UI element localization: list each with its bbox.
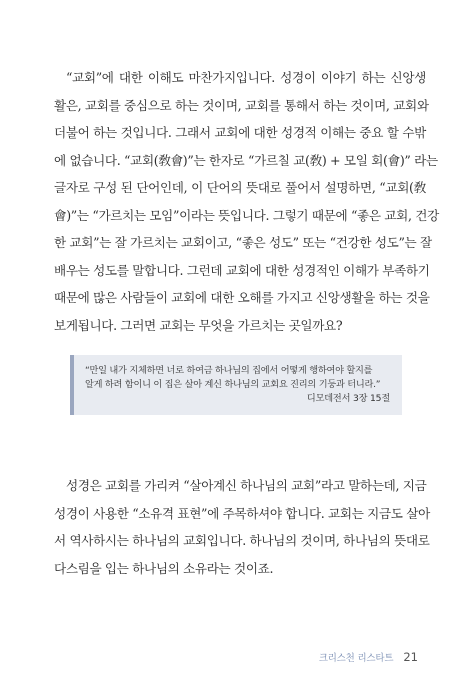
text-line: 會)”는 “가르치는 모임”이라는 뜻입니다. 그렇기 때문에 “좋은 교회, 건강 [54, 207, 439, 223]
scripture-quote-box [70, 355, 402, 415]
text-line: 활은, 교회를 중심으로 하는 것이며, 교회를 통해서 하는 것이며, 교회와 [54, 97, 429, 113]
running-footer-title: 크리스천 리스타트 [318, 653, 394, 664]
body-paragraph-2 [54, 472, 430, 582]
text-line: 성경은 교회를 가리켜 “살아계신 하나님의 교회”라고 말하는데, 지금 [66, 478, 427, 493]
quote-reference: 디모데전서 3장 15절 [306, 393, 390, 404]
text-line: 서 역사하시는 하나님의 교회입니다. 하나님의 것이며, 하나님의 뜻대로 [54, 533, 430, 548]
text-line: 한 교회”는 잘 가르치는 교회이고, “좋은 성도” 또는 “건강한 성도”는 잘 [54, 235, 432, 250]
text-line: “교회”에 대한 이해도 마찬가지입니다. 성경이 이야기 하는 신앙생 [66, 70, 426, 85]
page-number: 21 [403, 650, 418, 664]
quote-line: 알게 하려 함이니 이 집은 살아 계신 하나님의 교회요 진리의 기둥과 터니라.” [85, 379, 381, 390]
text-line: 성경이 사용한 “소유격 표현”에 주목하셔야 합니다. 교회는 지금도 살아 [54, 505, 430, 521]
page-footer [319, 650, 418, 664]
text-line: 때문에 많은 사람들이 교회에 대한 오해를 가지고 신앙생활을 하는 것을 [54, 290, 430, 305]
text-line: 보게됩니다. 그러면 교회는 무엇을 가르치는 곳일까요? [54, 317, 343, 333]
text-line: 더불어 하는 것입니다. 그래서 교회에 대한 성경적 이해는 중요 할 수밖 [54, 125, 426, 140]
quote-line: “만일 내가 지체하면 너로 하여금 하나님의 집에서 어떻게 행하여야 할지를 [85, 365, 373, 376]
text-line: 다스림을 입는 하나님의 소유라는 것이죠. [54, 560, 274, 576]
text-line: 배우는 성도를 말합니다. 그런데 교회에 대한 성경적인 이해가 부족하기 [54, 262, 430, 278]
body-paragraph-1 [54, 64, 439, 339]
text-line: 글자로 구성 된 단어인데, 이 단어의 뜻대로 풀어서 설명하면, “교회(敎 [54, 180, 426, 195]
text-line: 에 없습니다. “교회(敎會)”는 한자로 “가르칠 교(敎) + 모일 회(會)” 라는 [54, 152, 438, 168]
